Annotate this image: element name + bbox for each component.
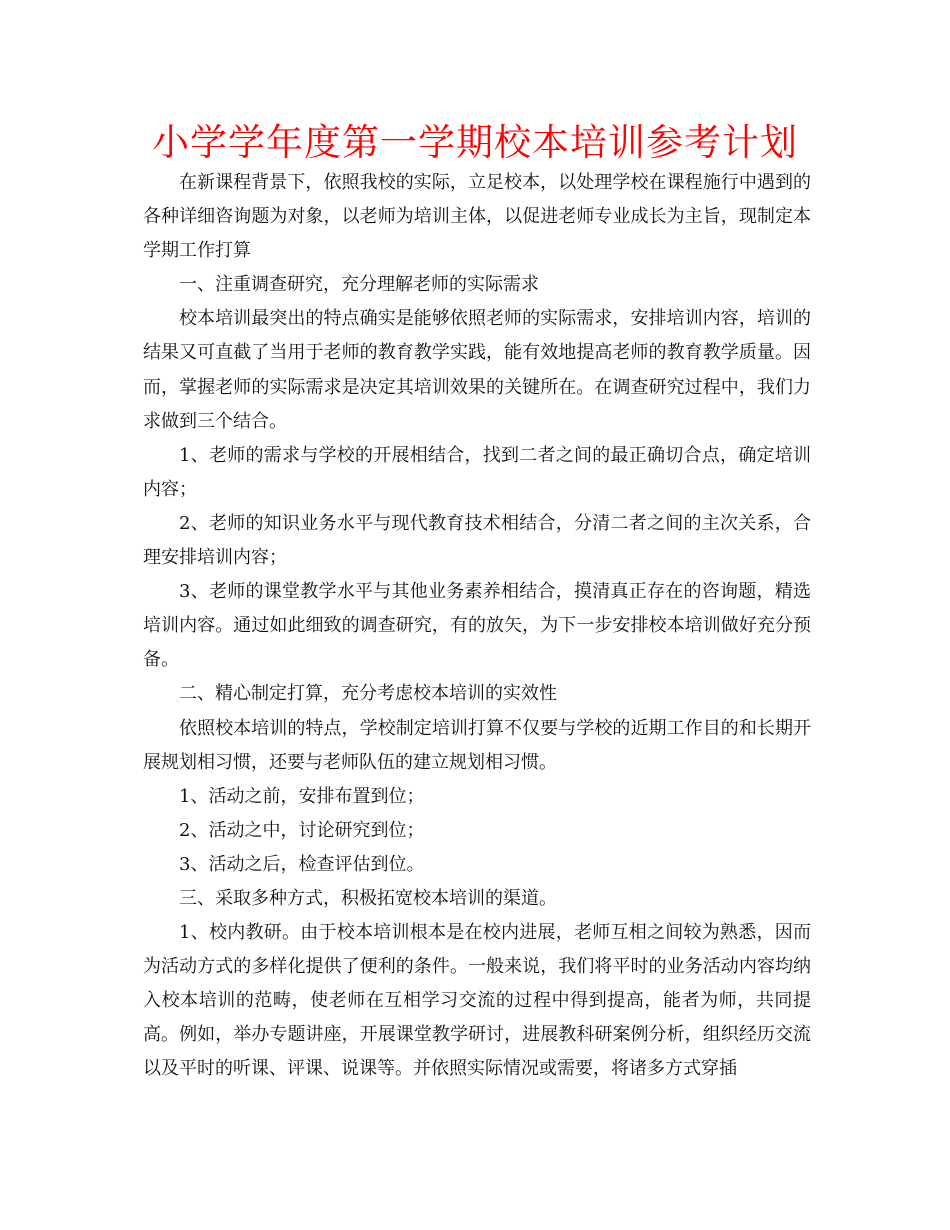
list-item: 1、老师的需求与学校的开展相结合，找到二者之间的最正确切合点，确定培训内容； <box>143 444 811 500</box>
document-body <box>143 166 811 1087</box>
list-item: 3、活动之后，检查评估到位。 <box>179 853 425 875</box>
section-heading-1: 一、注重调查研究，充分理解老师的实际需求 <box>179 274 539 296</box>
intro-paragraph: 在新课程背景下，依照我校的实际，立足校本，以处理学校在课程施行中遇到的各种详细咨询题为对象，以老师为培训主体，以促进老师专业成长为主旨，现制定本学期工作打算 <box>143 172 811 262</box>
list-item: 1、活动之前，安排布置到位； <box>179 785 425 807</box>
list-item: 2、活动之中，讨论研究到位； <box>179 819 425 841</box>
list-item: 3、老师的课堂教学水平与其他业务素养相结合，摸清真正存在的咨询题，精选培训内容。通过如此细致的调查研究，有的放矢，为下一步安排校本培训做好充分预备。 <box>143 581 811 671</box>
list-item: 2、老师的知识业务水平与现代教育技术相结合，分清二者之间的主次关系，合理安排培训内容； <box>143 512 811 569</box>
list-item: 1、校内教研。由于校本培训根本是在校内进展，老师互相之间较为熟悉，因而为活动方式的多样化提供了便利的条件。一般来说，我们将平时的业务活动内容均纳入校本培训的范畴，使老师在互相学习交流的过程中得到提高，能者为师，共同提高。例如，举办专题讲座，开展课堂教学研讨，进展教科研案例分析，组织经历交流以及平时的听课、评课、说课等。并依照实际情况或需要，将诸多方式穿插 <box>143 922 811 1080</box>
body-paragraph: 校本培训最突出的特点确实是能够依照老师的实际需求，安排培训内容，培训的结果又可直截了当用于老师的教育教学实践，能有效地提高老师的教育教学质量。因而，掌握老师的实际需求是决定其培训效果的关键所在。在调查研究过程中，我们力求做到三个结合。 <box>143 308 811 432</box>
body-paragraph: 依照校本培训的特点，学校制定培训打算不仅要与学校的近期工作目的和长期开展规划相习惯，还要与老师队伍的建立规划相习惯。 <box>143 717 811 773</box>
document-title: 小学学年度第一学期校本培训参考计划 <box>152 121 798 164</box>
section-heading-2: 二、精心制定打算，充分考虑校本培训的实效性 <box>179 683 557 705</box>
section-heading-3: 三、采取多种方式，积极拓宽校本培训的渠道。 <box>179 887 557 909</box>
